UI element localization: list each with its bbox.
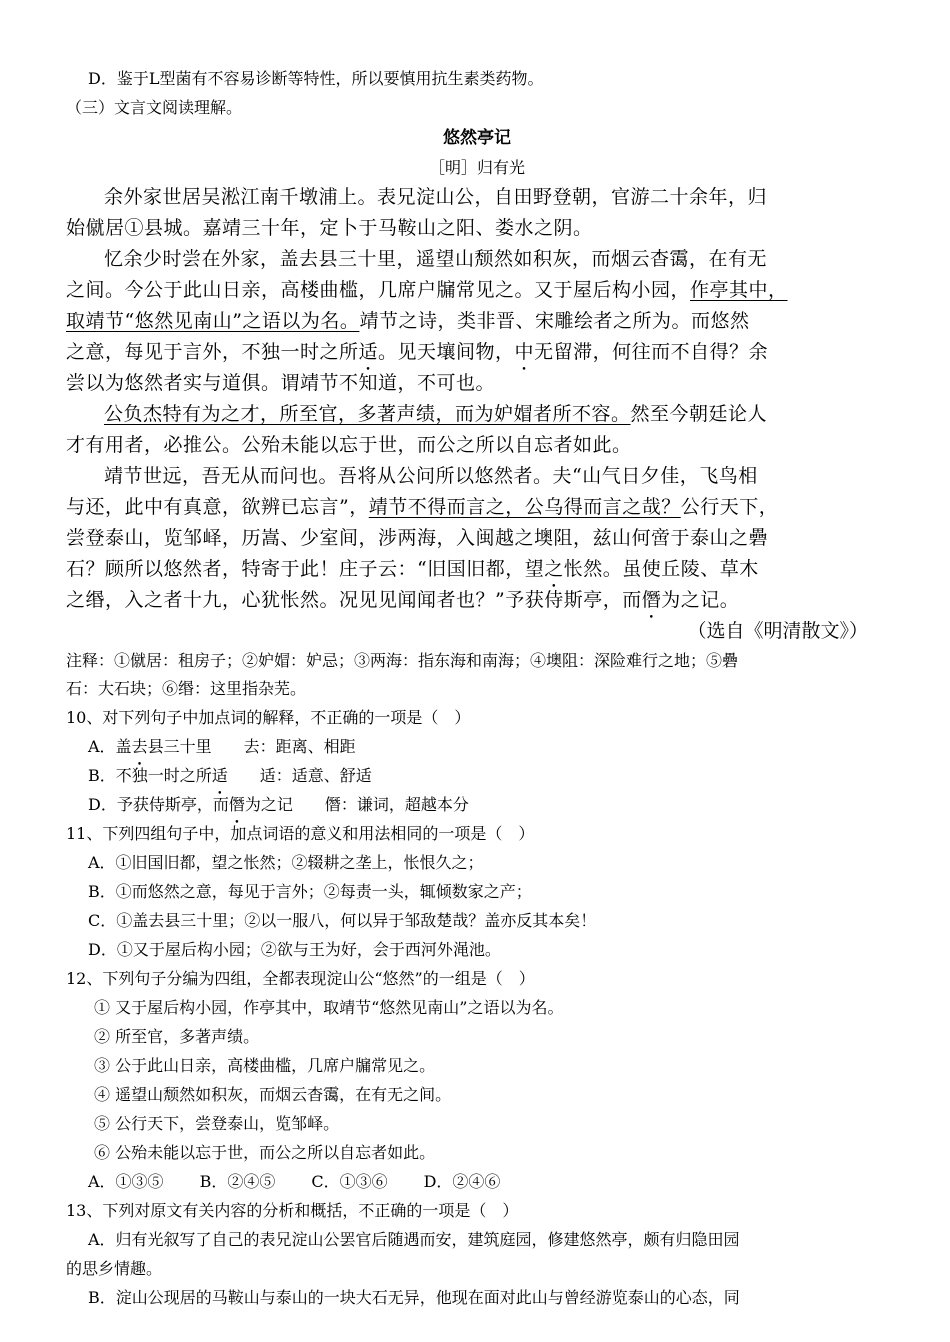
passage-line: 尝登泰山，览邹峄，历嵩、少室间，涉两海，入闽越之墺阻，兹山何啻于泰山之礨 <box>66 527 769 549</box>
passage-line: 始僦居①县城。嘉靖三十年，定卜于马鞍山之阳、娄水之阴。 <box>66 217 593 239</box>
q10-stem: 10、对下列句子中加点词的解释，不正确的一项是（ ） <box>66 708 471 727</box>
passage-author: ［明］归有光 <box>428 158 525 177</box>
q13-line: 的思乡情趣。 <box>66 1259 163 1278</box>
q12-choice: D．②④⑥ <box>423 1172 501 1191</box>
q11-stem: 11、下列四组句子中，加点词语的意义和用法相同的一项是（ ） <box>66 824 535 843</box>
dotted-word: 僭 <box>228 795 245 814</box>
underlined-sentence: 作亭其中， <box>690 279 788 301</box>
passage-line: 尝以为悠然者实与道俱。谓靖节不知道，不可也。 <box>66 372 496 394</box>
dotted-word: 僭 <box>641 589 662 611</box>
notes-line: 石：大石块；⑥缗：这里指杂芜。 <box>66 679 307 698</box>
q12-item: ⑥ 公殆未能以忘于世，而公之所以自忘者如此。 <box>94 1143 436 1162</box>
dotted-word: 去 <box>131 737 148 756</box>
passage-line: 之间。今公于此山日亲，高楼曲槛，几席户牖常见之。又于屋后构小园，作亭其中， <box>66 279 788 301</box>
q11-option: D．①又于屋后构小园；②欲与王为好，会于西河外渑池。 <box>88 940 501 959</box>
passage-line: 余外家世居吴淞江南千墩浦上。表兄淀山公，自田野登朝，官游二十余年，归 <box>104 186 768 208</box>
passage-line: 靖节世远，吾无从而问也。吾将从公问所以悠然者。夫“山气日夕佳，飞鸟相 <box>104 465 758 487</box>
passage-title: 悠然亭记 <box>443 128 511 148</box>
passage-line: 才有用者，必推公。公殆未能以忘于世，而公之所以自忘者如此。 <box>66 434 632 456</box>
underlined-sentence: 取靖节“悠然见南山”之语以为名。 <box>66 310 360 332</box>
dotted-word: 中 <box>514 341 535 363</box>
passage-source: （选自《明清散文》） <box>687 620 868 642</box>
q12-choice: C．①③⑥ <box>311 1172 388 1191</box>
dotted-word: 适 <box>358 341 379 363</box>
q10-option-b: B．不独一时之所适 适：适意、舒适 <box>88 766 372 785</box>
dotted-word: 之 <box>544 558 564 580</box>
underlined-sentence: 公负杰特有为之才，所至官，多著声绩，而为妒媢者所不容。 <box>104 403 631 425</box>
q13-line: A．归有光叙写了自己的表兄淀山公罢官后随遇而安，建筑庭园，修建悠然亭，颇有归隐田园 <box>88 1230 740 1249</box>
q12-choice: A．①③⑤ <box>88 1172 164 1191</box>
q12-item: ⑤ 公行天下，尝登泰山，览邹峄。 <box>94 1114 340 1133</box>
q12-choice: B．②④⑤ <box>199 1172 276 1191</box>
q9-option-d: D．鉴于L型菌有不容易诊断等特性，所以要慎用抗生素类药物。 <box>88 69 544 88</box>
q11-option: C．①盖去县三十里；②以一服八，何以异于邹敌楚哉？盖亦反其本矣！ <box>88 911 597 930</box>
passage-line: 忆余少时尝在外家，盖去县三十里，遥望山颓然如积灰，而烟云杳霭，在有无 <box>104 248 768 270</box>
q11-option: B．①而悠然之意，每见于言外；②每责一头，辄倾数家之产； <box>88 882 532 901</box>
q12-item: ② 所至官，多著声绩。 <box>94 1027 260 1046</box>
q11-option: A．①旧国旧都，望之怅然；②辍耕之垄上，怅恨久之； <box>88 853 484 872</box>
section-header: （三）文言文阅读理解。 <box>66 98 243 117</box>
q12-choices <box>66 1167 888 1196</box>
q12-item: ④ 遥望山颓然如积灰，而烟云杳霭，在有无之间。 <box>94 1085 452 1104</box>
q12-stem: 12、下列句子分编为四组，全都表现淀山公“悠然”的一组是（ ） <box>66 969 535 988</box>
passage-line: 公负杰特有为之才，所至官，多著声绩，而为妒媢者所不容。然至今朝廷论人 <box>104 403 768 425</box>
underlined-sentence: 靖节不得而言之，公乌得而言之哉？ <box>368 496 681 518</box>
passage-line: 之意，每见于言外，不独一时之所适。见天壤间物，中无留滞，何往而不自得？余 <box>66 341 769 363</box>
passage-line: 之缗，入之者十九，心犹怅然。况见见闻闻者也？”予获侍斯亭，而僭为之记。 <box>66 589 740 611</box>
q10-option-d: D．予获侍斯亭，而僭为之记 僭：谦词，超越本分 <box>88 795 469 814</box>
dotted-word: 适 <box>211 766 228 785</box>
passage-line: 取靖节“悠然见南山”之语以为名。靖节之诗，类非晋、宋雕绘者之所为。而悠然 <box>66 310 750 332</box>
passage-line: 与还，此中有真意，欲辨已忘言”，靖节不得而言之，公乌得而言之哉？公行天下， <box>66 496 779 518</box>
q13-line: B．淀山公现居的马鞍山与泰山的一块大石无异，他现在面对此山与曾经游览泰山的心态，同 <box>88 1288 740 1307</box>
notes-line: 注释：①僦居：租房子；②妒媢：妒忌；③两海：指东海和南海；④墺阻：深险难行之地；⑤礨 <box>66 651 739 670</box>
q12-item: ③ 公于此山日亲，高楼曲槛，几席户牖常见之。 <box>94 1056 436 1075</box>
q12-item: ① 又于屋后构小园，作亭其中，取靖节“悠然见南山”之语以为名。 <box>94 998 564 1017</box>
passage-line: 石？顾所以悠然者，特寄于此！庄子云：“旧国旧都，望之怅然。虽使丘陵、草木 <box>66 558 759 580</box>
q10-option-a: A．盖去县三十里 去：距离、相距 <box>88 737 356 756</box>
q13-stem: 13、下列对原文有关内容的分析和概括，不正确的一项是（ ） <box>66 1201 519 1220</box>
